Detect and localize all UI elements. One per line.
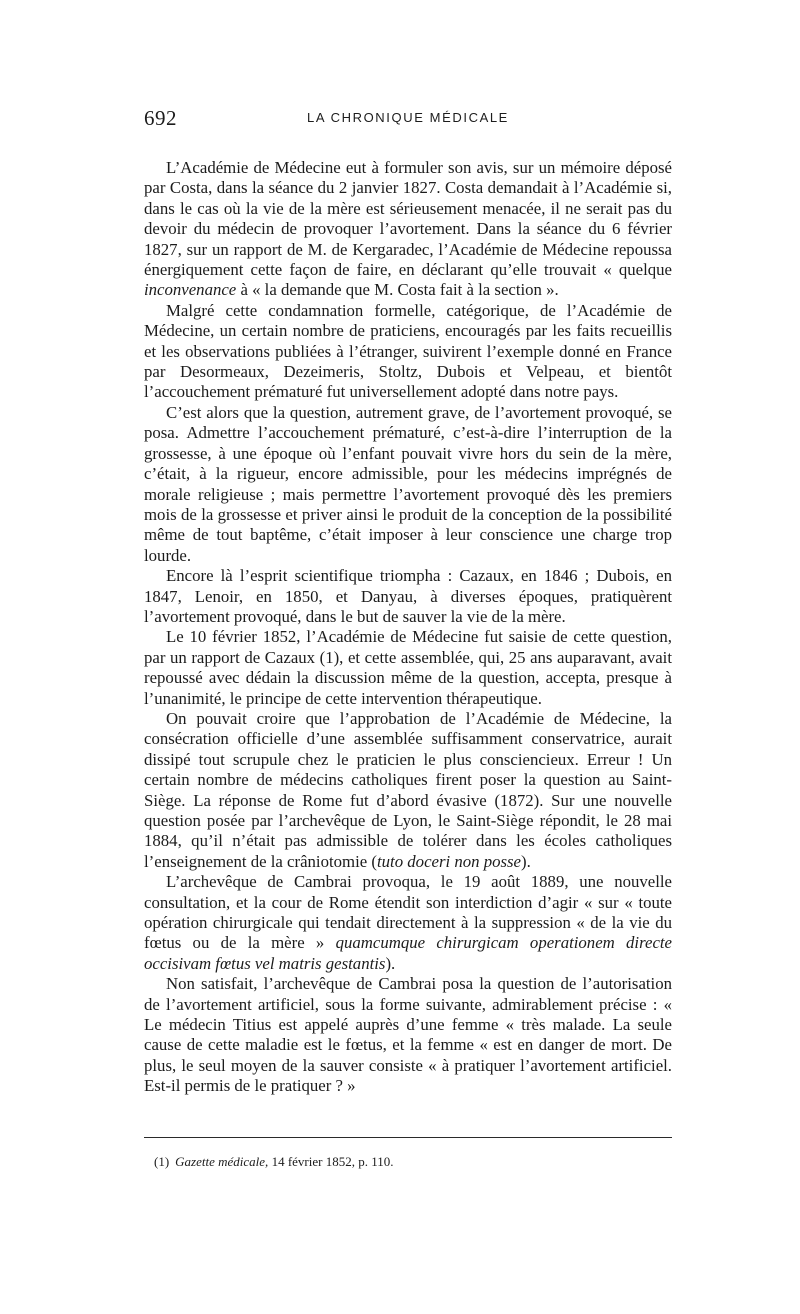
footnote-marker: (1) — [154, 1154, 170, 1169]
paragraph: L’Académie de Médecine eut à formuler son avis, sur un mémoire déposé par Costa, dans la séance du 2 janvier 1827. Costa demandait à l’Académie si, dans le cas où la vie de la mère est sérieusement menacée, il ne serait pas du devoir du médecin de provoquer l’avortement. Dans la séance du 6 février 1827, sur un rapport de M. de Kergaradec, l’Académie de Médecine repoussa énergiquement cette façon de faire, en déclarant qu’elle trouvait « quelque inconvenance à « la demande que M. Costa fait à la section ». — [144, 158, 672, 300]
page-header — [144, 106, 672, 132]
paragraph: On pouvait croire que l’approbation de l’Académie de Médecine, la consécration officielle d’une assemblée suffisamment conservatrice, aurait dissipé tout scrupule chez le praticien le plus consciencieux. Erreur ! Un certain nombre de médecins catholiques firent poser la question au Saint-Siège. La réponse de Rome fut d’abord évasive (1872). Sur une nouvelle question posée par l’archevêque de Lyon, le Saint-Siège répondit, le 28 mai 1884, qu’il n’était pas admissible de tolérer dans les écoles catholiques l’enseignement de la crâniotomie (tuto doceri non posse). — [144, 708, 672, 871]
paragraph: L’archevêque de Cambrai provoqua, le 19 août 1889, une nouvelle consultation, et la cour de Rome étendit son interdiction d’agir « sur « toute opération chirurgicale qui tendait directement à la suppression « de la vie du fœtus ou de la mère » quamcumque chirurgicam operationem directe occisivam fœtus vel matris gestantis). — [144, 872, 672, 973]
footnote-source: Gazette médicale, — [175, 1154, 269, 1169]
running-title: LA CHRONIQUE MÉDICALE — [307, 110, 509, 125]
italic-latin-phrase: tuto doceri non posse — [376, 851, 522, 871]
paragraph: Le 10 février 1852, l’Académie de Médecine fut saisie de cette question, par un rapport de Cazaux (1), et cette assemblée, qui, 25 ans auparavant, avait repoussé avec dédain la discussion même de la question, accepta, presque à l’unanimité, le principe de cette intervention thérapeutique. — [144, 627, 672, 708]
page-number: 692 — [144, 106, 177, 130]
paragraph: C’est alors que la question, autrement grave, de l’avortement provoqué, se posa. Admettre l’accouchement prématuré, c’est-à-dire l’interruption de la grossesse, à une époque où l’enfant pouvait vivre hors du sein de la mère, c’était, à la rigueur, encore admissible, pour les médecins imprégnés de morale religieuse ; mais permettre l’avortement provoqué dès les premiers mois de la grossesse et priver ainsi le produit de la conception de la possibilité même de tout baptême, c’était imposer à leur conscience une charge trop lourde. — [144, 402, 672, 565]
footnote-separator — [144, 1137, 672, 1138]
paragraph: Malgré cette condamnation formelle, catégorique, de l’Académie de Médecine, un certain nombre de praticiens, encouragés par les faits recueillis et les observations publiées à l’étranger, suivirent l’exemple donné en France par Desormeaux, Dezeimeris, Stoltz, Dubois et Velpeau, et bientôt l’accouchement prématuré fut universellement adopté dans notre pays. — [144, 300, 672, 402]
paragraph: Encore là l’esprit scientifique triompha : Cazaux, en 1846 ; Dubois, en 1847, Lenoir, en 1850, et Danyau, à diverses époques, pratiquèrent l’avortement provoqué, dans le but de sauver la vie de la mère. — [144, 566, 672, 626]
italic-latin-phrase: quamcumque chirurgicam operationem directe occisivam fœtus vel matris gestantis — [144, 933, 672, 973]
paragraph: Non satisfait, l’archevêque de Cambrai posa la question de l’autorisation de l’avortement artificiel, sous la forme suivante, admirablement précise : « Le médecin Titius est appelé auprès d’une femme « très malade. La seule cause de cette maladie est le fœtus, et la femme « est en danger de mort. De plus, le seul moyen de la sauver consiste « à pratiquer l’avortement artificiel. Est-il permis de le pratiquer ? » — [144, 974, 672, 1096]
body-text — [144, 158, 672, 1097]
footnote — [144, 1154, 672, 1170]
italic-term: inconvenance — [144, 280, 237, 300]
footnote-details: 14 février 1852, p. 110. — [271, 1154, 394, 1169]
